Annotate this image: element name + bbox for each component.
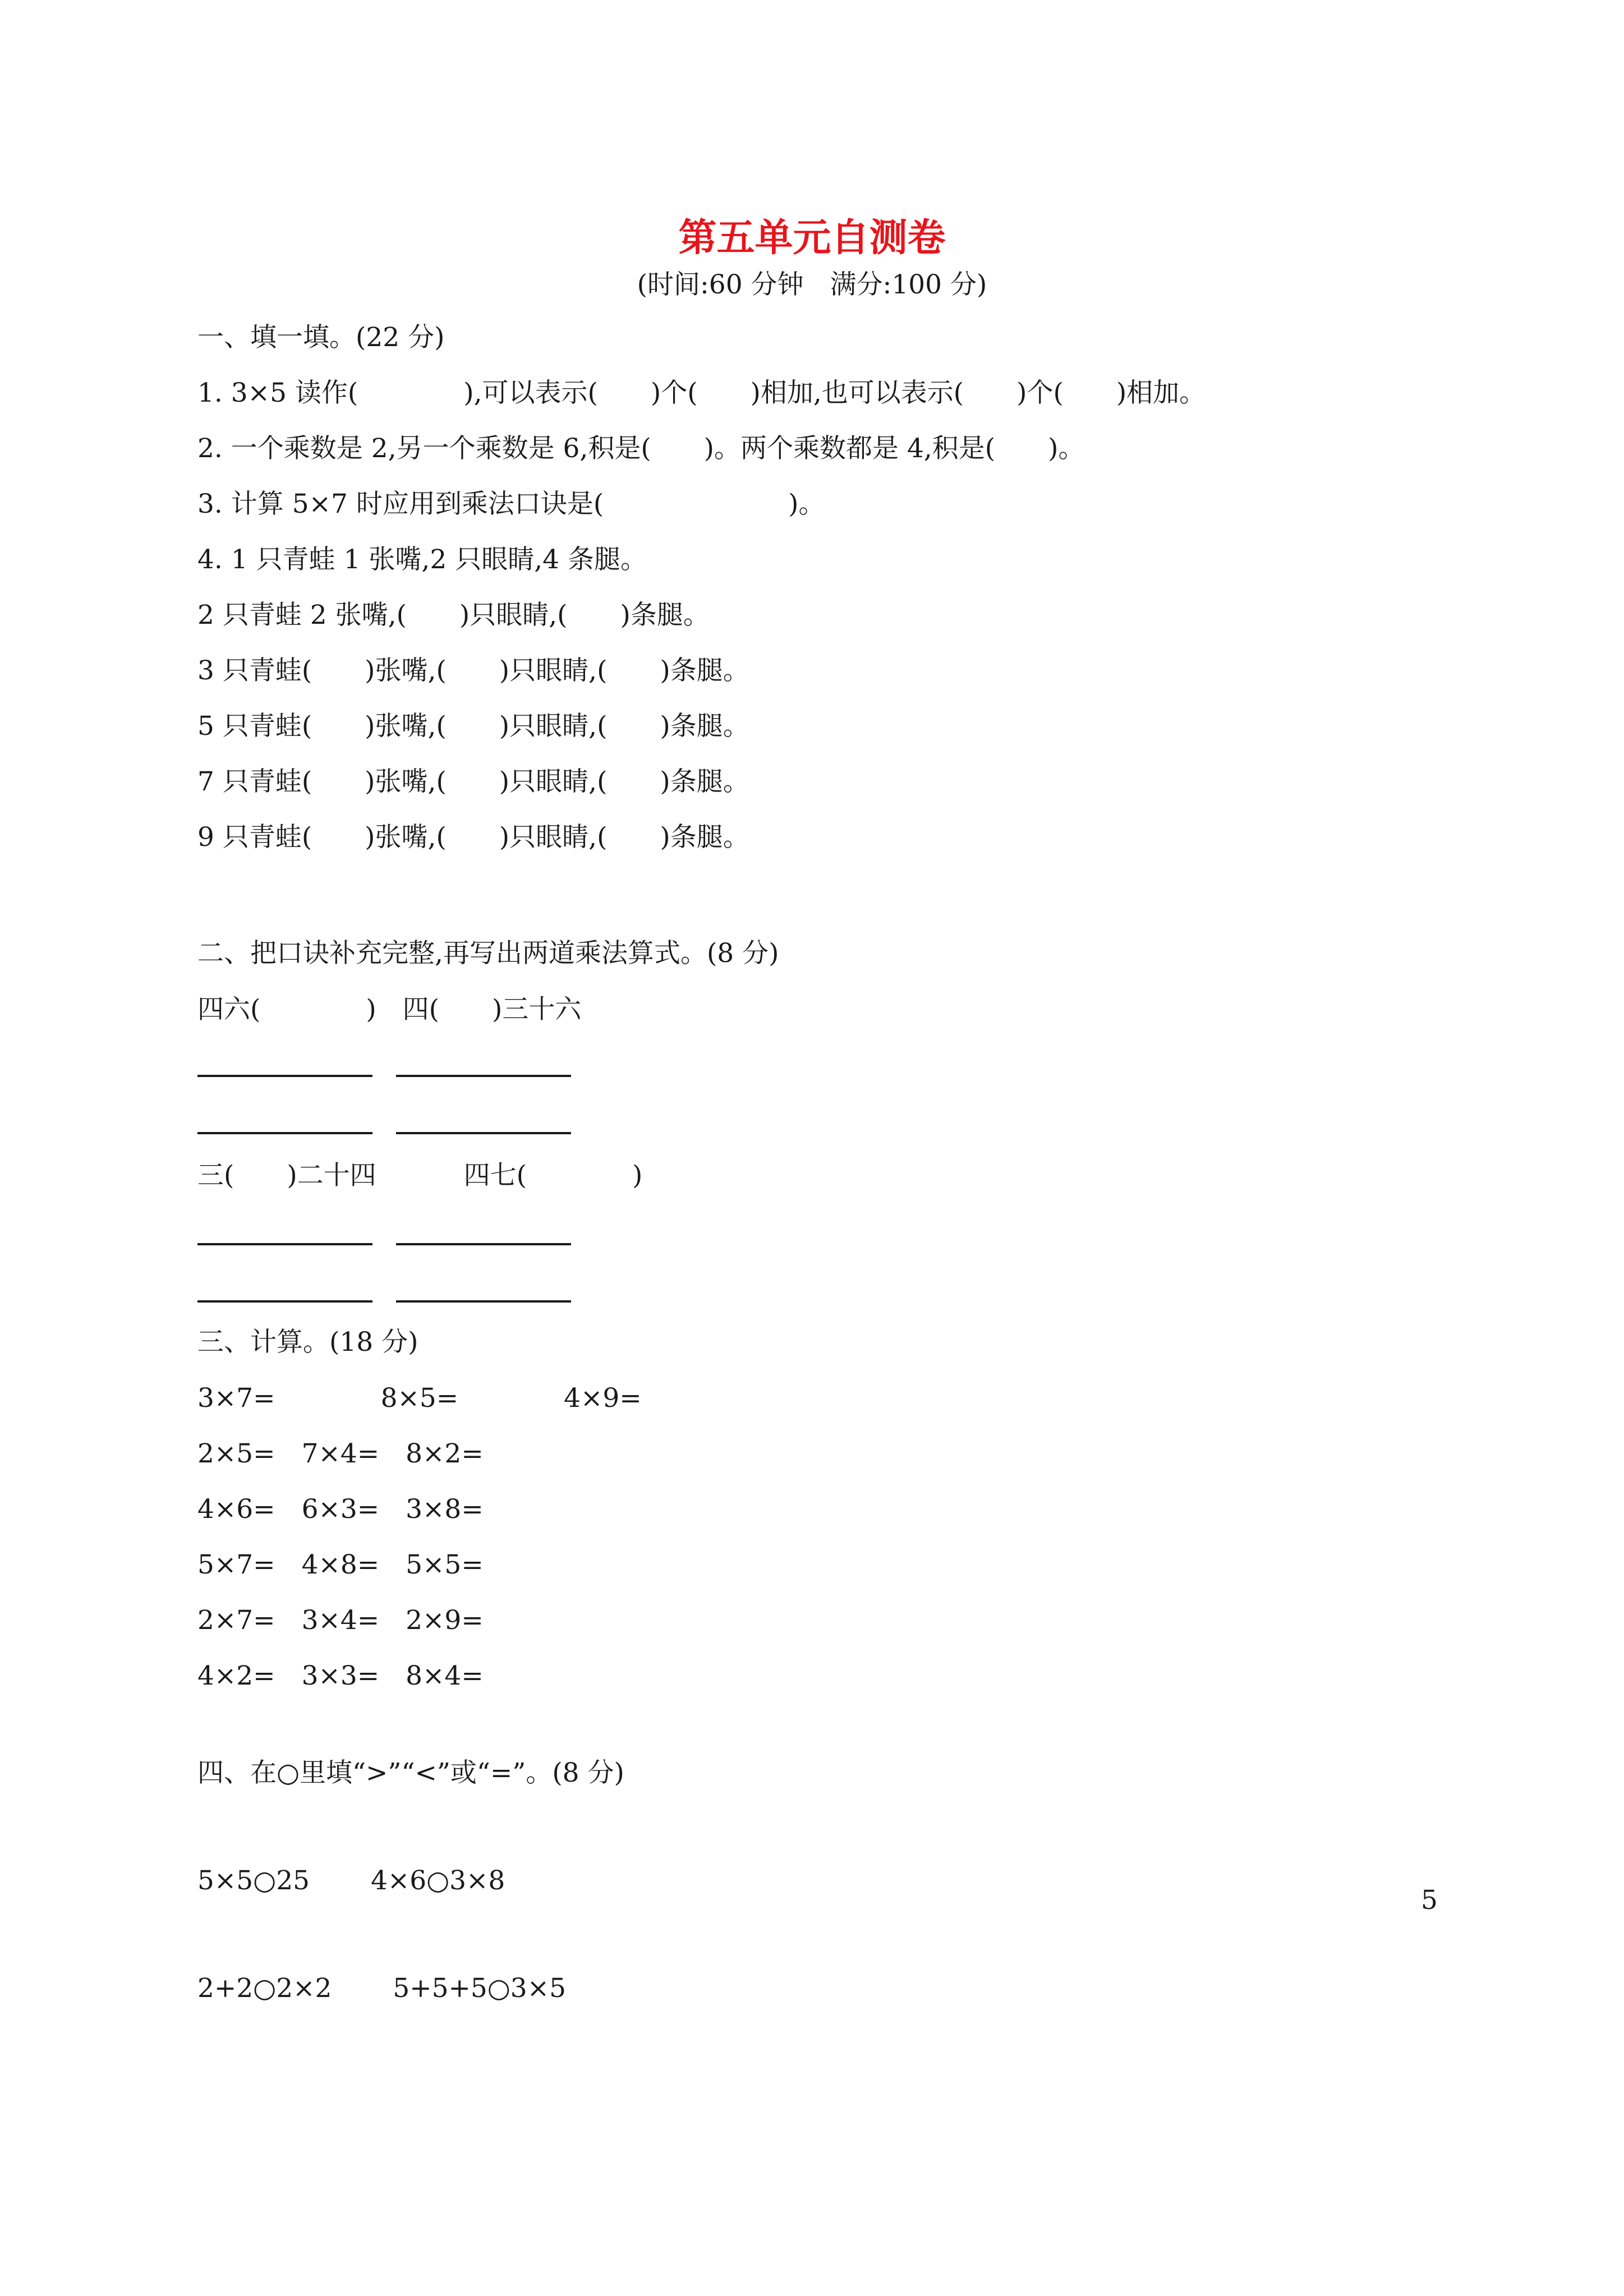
page-number: 5 — [1421, 1885, 1438, 1916]
frog-row: 2 只青蛙 2 张嘴,( )只眼睛,( )条腿。 — [197, 600, 710, 631]
compare-row-2: 2+2○2×2 5+5+5○3×5 — [197, 1973, 566, 2004]
calc-row: 2×5= 7×4= 8×2= — [197, 1438, 484, 1469]
question-3: 3. 计算 5×7 时应用到乘法口诀是( )。 — [197, 489, 825, 519]
compare-row-1: 5×5○25 4×6○3×8 — [197, 1865, 505, 1896]
frog-row: 3 只青蛙( )张嘴,( )只眼睛,( )条腿。 — [197, 655, 749, 686]
frog-row: 7 只青蛙( )张嘴,( )只眼睛,( )条腿。 — [197, 766, 749, 797]
calc-row: 4×6= 6×3= 3×8= — [197, 1494, 484, 1525]
page-subtitle: (时间:60 分钟 满分:100 分) — [637, 269, 987, 300]
answer-line — [396, 1243, 571, 1245]
answer-line — [197, 1075, 372, 1077]
section3-heading: 三、计算。(18 分) — [197, 1327, 418, 1358]
answer-line — [197, 1132, 372, 1134]
answer-line — [197, 1300, 372, 1303]
page-title: 第五单元自测卷 — [678, 215, 946, 260]
answer-line — [396, 1300, 571, 1303]
answer-line — [197, 1243, 372, 1245]
question-2: 2. 一个乘数是 2,另一个乘数是 6,积是( )。两个乘数都是 4,积是( )。 — [197, 433, 1085, 464]
calc-row: 4×2= 3×3= 8×4= — [197, 1660, 484, 1691]
calc-row: 3×7= 8×5= 4×9= — [197, 1383, 642, 1414]
frog-row: 5 只青蛙( )张嘴,( )只眼睛,( )条腿。 — [197, 711, 749, 742]
rhyme-line-2: 三( )二十四 四七( ) — [197, 1160, 643, 1191]
section2-heading: 二、把口诀补充完整,再写出两道乘法算式。(8 分) — [197, 938, 779, 969]
frog-row: 9 只青蛙( )张嘴,( )只眼睛,( )条腿。 — [197, 822, 749, 853]
answer-line — [396, 1132, 571, 1134]
rhyme-line-1: 四六( ) 四( )三十六 — [197, 994, 582, 1025]
question-4: 4. 1 只青蛙 1 张嘴,2 只眼睛,4 条腿。 — [197, 544, 647, 575]
calc-row: 2×7= 3×4= 2×9= — [197, 1605, 484, 1636]
question-1: 1. 3×5 读作( ),可以表示( )个( )相加,也可以表示( )个( )相加。 — [197, 378, 1206, 408]
calc-row: 5×7= 4×8= 5×5= — [197, 1549, 484, 1580]
section1-heading: 一、填一填。(22 分) — [197, 322, 445, 353]
section4-heading: 四、在○里填“>”“<”或“=”。(8 分) — [197, 1757, 624, 1788]
answer-line — [396, 1075, 571, 1077]
